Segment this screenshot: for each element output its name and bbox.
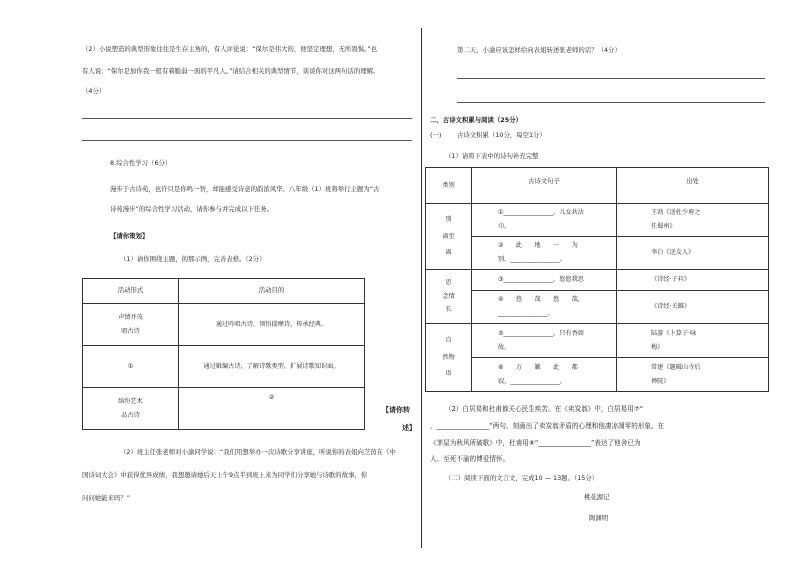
sub1-number: (一) bbox=[430, 131, 442, 139]
sub2-title: （二）阅读下面的文言文，完成10 — 13题。（15分） bbox=[445, 474, 599, 482]
retell-question: 第二天，小渝应该怎样给向表姐转述张老师的话？（4分） bbox=[457, 46, 621, 54]
answer-line[interactable] bbox=[457, 78, 765, 79]
answer-line[interactable] bbox=[457, 102, 765, 103]
task2-line3: 问问她能来吗？” bbox=[82, 494, 131, 502]
header-activity-form: 活动形式 bbox=[83, 279, 179, 304]
header-sentence: 古诗文句子 bbox=[472, 168, 617, 204]
sentence-blank-1[interactable]: ①________________，儿女共沾 巾。 bbox=[472, 204, 617, 237]
header-activity-purpose: 活动目的 bbox=[179, 279, 365, 304]
table-cell-form: 声情并茂 唱古诗 bbox=[83, 304, 179, 346]
source-cell: 常建《题破山寺后 禅院》 bbox=[617, 358, 769, 392]
category-parting: 别 离至 离 bbox=[426, 204, 472, 270]
q2-fill-line2[interactable]: ，________________”两句，刻画出了卖炭翁矛盾的心理和他凄凉凋零的形象。在 bbox=[430, 422, 665, 430]
sub1-title: 古诗文积累（10分，每空1分） bbox=[457, 131, 546, 139]
table-cell-purpose: 通过辑编古诗，了解诗歌类型，扩展诗歌知识面。 bbox=[179, 346, 365, 388]
activity-table bbox=[82, 278, 365, 430]
sentence-blank-4[interactable]: ④ 悠 哉 悠 哉， ________________。 bbox=[472, 291, 617, 324]
retell-heading-cont: 述】 bbox=[402, 424, 416, 432]
q2-fill-line1[interactable]: （2）白居易和杜甫都关心民生疾苦。在《卖炭翁》中，白居易用⑦“ bbox=[445, 405, 644, 413]
plan-heading: 【请你策划】 bbox=[110, 232, 149, 240]
table-cell-purpose: 通过吟唱古诗，领悟揣摩诗，传承经典。 bbox=[179, 304, 365, 346]
sentence-blank-2[interactable]: ② 此 地 一 为 别，________________。 bbox=[472, 237, 617, 270]
header-source: 出处 bbox=[617, 168, 769, 204]
q2-fill-line3[interactable]: 《茅屋为秋风所破歌》中，杜甫用⑧“________________”表达了他舍已为 bbox=[430, 439, 641, 447]
table-cell-blank-1[interactable]: ① bbox=[83, 346, 179, 388]
q2-text-line2: 有人说：“保尔是加你我一般有着脆弱一面的平凡人。”请结合相关的典型情节，谈谈你对这两句话的理解。 bbox=[82, 67, 380, 75]
q2-text-line1: （2）小说塑造的典型形象往往是生存主角的，有人评论说：“保尔是伟大的，他坚定理想，无所畏惧。”也 bbox=[82, 45, 378, 53]
sentence-blank-5[interactable]: ⑤________________，只有香如 故。 bbox=[472, 324, 617, 358]
task1-text: （1）请你围绕主题，的那示例，完善表格。（2分） bbox=[120, 255, 266, 263]
category-longing: 思 念情 长 bbox=[426, 270, 472, 324]
source-cell: 《诗经·子衿》 bbox=[617, 270, 769, 291]
source-cell: 李白《送友人》 bbox=[617, 237, 769, 270]
q8-intro-line1: 漫步于古诗苑，也许只是你鸣一智，却能感受诗意的韵浓风华。八年级（1）班将举行主题为“古 bbox=[110, 185, 380, 193]
q8-intro-line2: 诗苑漫步”的综合性学习活动，请你参与并完成以下任务。 bbox=[110, 205, 274, 213]
header-category: 类别 bbox=[426, 168, 472, 204]
task2-line2: 国诗词大会》中获得优异成绩，我想邀请她后天上午9点半到班上来为同学们分享她与诗歌的故事，你 bbox=[82, 471, 368, 479]
sub1-task: （1）请将下表中的诗句补充完整 bbox=[445, 152, 539, 160]
category-nature: 自 然物 语 bbox=[426, 324, 472, 392]
table-cell-blank-2[interactable]: ② bbox=[179, 388, 365, 430]
q8-title: 8.综合性学习（6分） bbox=[110, 159, 172, 167]
retell-heading: 【请你转 bbox=[382, 406, 410, 414]
q2-fill-line4: 人、至死不渝的博爱情怀。 bbox=[430, 455, 510, 463]
column-divider bbox=[421, 28, 422, 548]
source-cell: 王勃《送杜少府之 任蜀州》 bbox=[617, 204, 769, 237]
table-cell-form: 缤纷艺术 品古诗 bbox=[83, 388, 179, 430]
sentence-blank-6[interactable]: ⑥ 万 籁 此 都 寂，________________。 bbox=[472, 358, 617, 392]
section-title: 二、古诗文积累与阅读（25分） bbox=[430, 116, 522, 124]
q2-score: （4分） bbox=[82, 87, 106, 95]
poetry-table bbox=[425, 167, 769, 392]
source-cell: 陆游《卜算子·咏 梅》 bbox=[617, 324, 769, 358]
answer-line[interactable] bbox=[82, 140, 412, 141]
sentence-blank-3[interactable]: ③________________，悠悠我思 bbox=[472, 270, 617, 291]
source-cell: 《诗经·关雎》 bbox=[617, 291, 769, 324]
task2-line1: （2）班主任张老师对小渝同学说：“我们用想举办一次诗歌分享讲座，听说你的表姐向芝茵在《中 bbox=[120, 448, 396, 456]
poem-author: 陶渊明 bbox=[589, 514, 609, 522]
answer-line[interactable] bbox=[82, 118, 412, 119]
poem-title: 桃花源记 bbox=[584, 493, 610, 501]
